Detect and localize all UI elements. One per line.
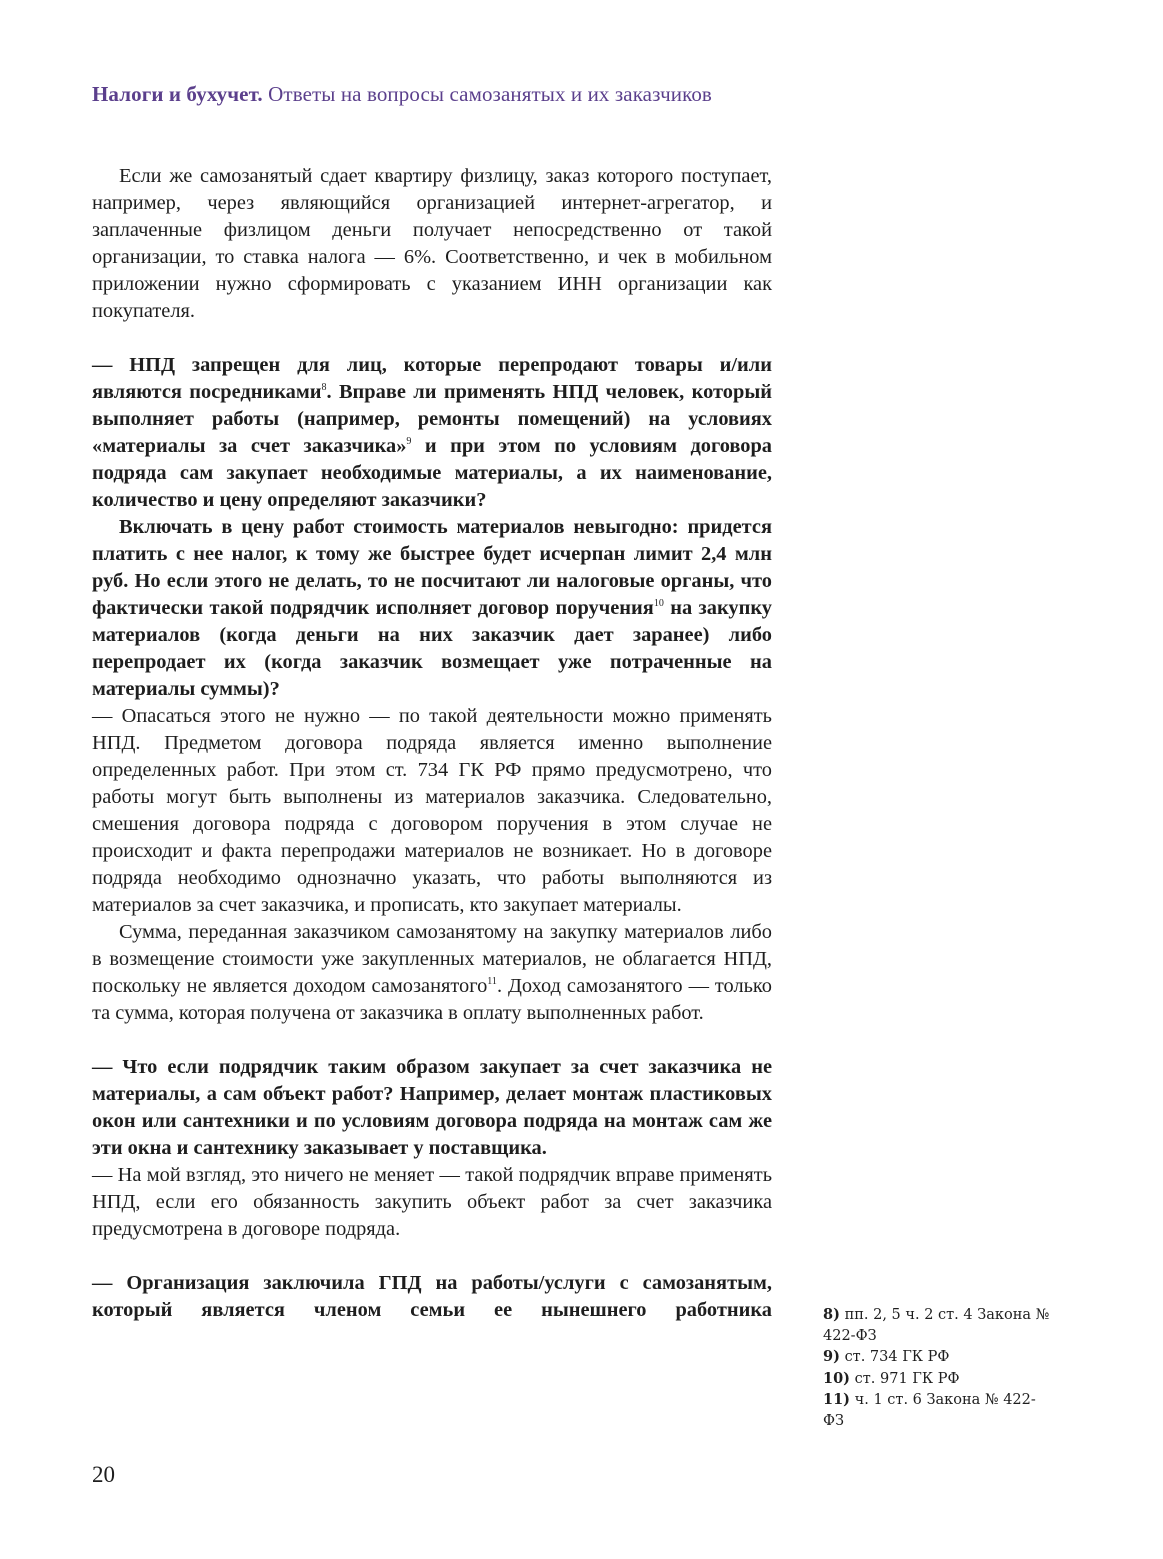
footnote-text: ст. 971 ГК РФ	[854, 1370, 960, 1387]
footnote-number: 10)	[823, 1369, 851, 1387]
footnote-text: ст. 734 ГК РФ	[844, 1349, 950, 1365]
section-title: Налоги и бухучет.	[92, 82, 263, 106]
page-number: 20	[92, 1462, 115, 1487]
footnote-ref-11[interactable]: 11	[487, 976, 497, 987]
answer-1-continued	[92, 919, 772, 1027]
footnote	[823, 1369, 1053, 1390]
question-1	[92, 352, 772, 514]
footnote	[823, 1390, 1053, 1431]
footnote-number: 8)	[823, 1306, 840, 1323]
footnotes	[823, 1305, 1053, 1432]
section-subtitle: Ответы на вопросы самозанятых и их заказчиков	[268, 82, 712, 106]
footnote	[823, 1305, 1053, 1346]
text-run: Включать в цену работ стоимость материалов невыгодно: придется платить с нее налог, к тому же быстрее будет исчерпан лимит 2,4 млн руб. Но если этого не делать, то не посчитают ли налоговые органы, что фактически такой подрядчик исполняет договор поручения	[92, 516, 772, 619]
main-text	[92, 163, 772, 1324]
text-run: — НПД запрещен для лиц, которые перепродают товары и/или являются посредниками	[92, 354, 772, 403]
footnote-ref-9[interactable]: 9	[406, 436, 412, 447]
running-head	[92, 82, 712, 107]
question-1-continued	[92, 514, 772, 703]
footnote-text: пп. 2, 5 ч. 2 ст. 4 Закона № 422-ФЗ	[823, 1307, 1050, 1344]
text-run: . Вправе ли применять НПД человек, который выполняет работы (например, ремонты помещений) на условиях «материалы за счет заказчика»	[92, 381, 772, 457]
text-run: Сумма, переданная заказчиком самозанятому на закупку материалов либо в возмещение стоимости уже закупленных материалов, не облагается НПД, поскольку не является доходом самозанятого	[92, 921, 772, 997]
footnote-ref-10[interactable]: 10	[653, 598, 664, 609]
answer-2: — На мой взгляд, это ничего не меняет — такой подрядчик вправе применять НПД, если его обязанность закупить объект работ за счет заказчика предусмотрена в договоре подряда.	[92, 1164, 772, 1240]
footnote-ref-8[interactable]: 8	[321, 382, 327, 393]
question-3: — Организация заключила ГПД на работы/услуги с самозанятым, который является членом семьи ее нынешнего работника	[92, 1272, 772, 1321]
footnote	[823, 1347, 1053, 1368]
question-2: — Что если подрядчик таким образом закупает за счет заказчика не материалы, а сам объект работ? Например, делает монтаж пластиковых окон или сантехники и по условиям договора подряда на монтаж сам же эти окна и сантехнику заказывает у поставщика.	[92, 1056, 772, 1159]
text-run: . Доход самозанятого — только та сумма, которая получена от заказчика в оплату выполненных работ.	[92, 975, 772, 1024]
footnote-number: 11)	[823, 1391, 851, 1408]
answer-1: — Опасаться этого не нужно — по такой деятельности можно применять НПД. Предметом договора подряда является именно выполнение определенных работ. При этом ст. 734 ГК РФ прямо предусмотрено, что работы могут быть выполнены из материалов заказчика. Следовательно, смешения договора подряда с договором поручения в этом случае не происходит и факта перепродажи материалов не возникает. Но в договоре подряда необходимо однозначно указать, что работы выполняются из материалов за счет заказчика, и прописать, кто закупает материалы.	[92, 705, 772, 916]
paragraph: Если же самозанятый сдает квартиру физлицу, заказ которого поступает, например, через являющийся организацией интернет-агрегатор, и заплаченные физлицом деньги получает непосредственно от такой организации, то ставка налога — 6%. Соответственно, и чек в мобильном приложении нужно сформировать с указанием ИНН организации как покупателя.	[92, 165, 772, 322]
footnote-number: 9)	[823, 1348, 840, 1365]
text-run: на закупку материалов (когда деньги на них заказчик дает заранее) либо перепродает их (когда заказчик возмещает уже потраченные на материалы суммы)?	[92, 597, 773, 700]
text-run: и при этом по условиям договора подряда сам закупает необходимые материалы, а их наименование, количество и цену определяют заказчики?	[92, 435, 772, 511]
footnote-text: ч. 1 ст. 6 Закона № 422-ФЗ	[823, 1392, 1036, 1429]
